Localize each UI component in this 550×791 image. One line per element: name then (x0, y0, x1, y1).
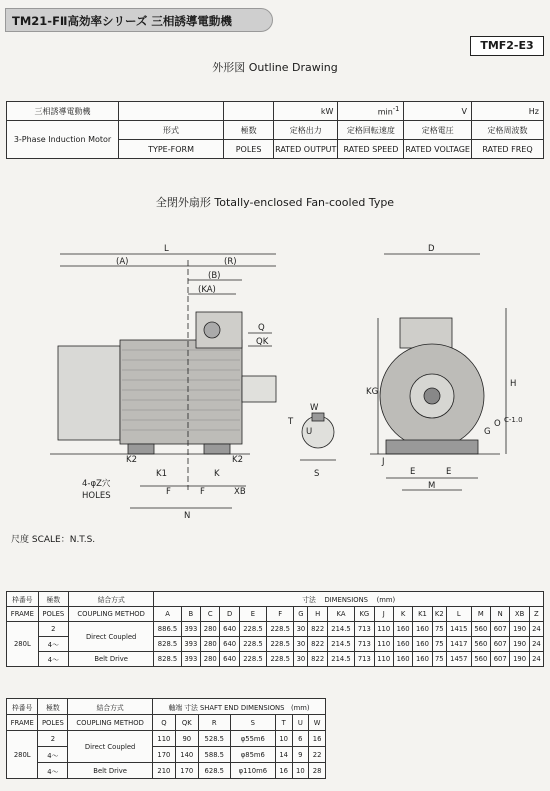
value-cell: 886.5 (154, 622, 181, 637)
dim-QK: QK (256, 337, 269, 347)
dim-W: W (310, 403, 319, 413)
col-QK: QK (175, 715, 198, 731)
value-cell: 160 (413, 622, 432, 637)
value-cell: φ85m6 (230, 747, 275, 763)
value-cell: 1415 (446, 622, 471, 637)
spec-blank-type (119, 102, 224, 121)
value-cell: 110 (374, 652, 393, 667)
dim-E-left: E (410, 467, 416, 477)
value-cell: 75 (432, 622, 446, 637)
table-row (7, 763, 326, 779)
col-N: N (491, 607, 510, 622)
shaft-table (6, 698, 326, 779)
value-cell: φ55m6 (230, 731, 275, 747)
value-cell: 228.5 (239, 652, 266, 667)
motor-name-ja: 三相誘導電動機 (7, 102, 119, 121)
label-speed-en: RATED SPEED (338, 140, 404, 159)
value-cell: 560 (471, 637, 490, 652)
coupling-cell: Direct Coupled (68, 622, 154, 652)
value-cell: 607 (491, 652, 510, 667)
value-cell: 9 (292, 747, 309, 763)
poles-cell: 2 (38, 731, 68, 747)
value-cell: 110 (374, 637, 393, 652)
unit-hz: Hz (472, 102, 544, 121)
col-F: F (267, 607, 294, 622)
value-cell: 170 (175, 763, 198, 779)
value-cell: 214.5 (327, 637, 354, 652)
value-cell: 110 (152, 731, 175, 747)
value-cell: 713 (355, 652, 374, 667)
value-cell: 214.5 (327, 622, 354, 637)
value-cell: 160 (393, 652, 412, 667)
col-XB: XB (510, 607, 529, 622)
value-cell: 640 (220, 637, 239, 652)
value-cell: 828.5 (154, 652, 181, 667)
label-voltage-ja: 定格電圧 (404, 121, 472, 140)
drawing-code: TMF2-E3 (470, 36, 544, 56)
value-cell: φ110m6 (230, 763, 275, 779)
dim-K2-right: K2 (232, 455, 243, 465)
dim-K: K (214, 469, 220, 479)
value-cell: 110 (374, 622, 393, 637)
dim-A: (A) (116, 257, 129, 267)
dim-M: M (428, 481, 436, 491)
frame-cell: 280L (7, 622, 39, 667)
value-cell: 190 (510, 637, 529, 652)
s-frame-en: FRAME (7, 715, 38, 731)
value-cell: 713 (355, 637, 374, 652)
fan-cover (58, 346, 120, 440)
label-output-ja: 定格出力 (274, 121, 338, 140)
dim-F-right: F (200, 487, 205, 497)
value-cell: 30 (294, 622, 308, 637)
value-cell: 640 (220, 652, 239, 667)
value-cell: 393 (181, 652, 200, 667)
holes-label-ja: 4-φZ穴 (82, 479, 111, 489)
value-cell: 30 (294, 637, 308, 652)
poles-cell: 4～ (38, 637, 68, 652)
value-cell: 75 (432, 637, 446, 652)
spec-table (6, 101, 544, 159)
dim-D: D (428, 244, 435, 254)
unit-kw: kW (274, 102, 338, 121)
col-Q: Q (152, 715, 175, 731)
value-cell: 160 (393, 637, 412, 652)
value-cell: 90 (175, 731, 198, 747)
poles-cell: 4～ (38, 747, 68, 763)
value-cell: 393 (181, 622, 200, 637)
value-cell: 160 (393, 622, 412, 637)
poles-cell: 4～ (38, 763, 68, 779)
h-dim: 寸法 DIMENSIONS (mm) (154, 592, 544, 607)
col-K: K (393, 607, 412, 622)
value-cell: 640 (220, 622, 239, 637)
unit-min: $\min^{-1}$ (338, 102, 404, 121)
h-poles-en: POLES (38, 607, 68, 622)
value-cell: 822 (308, 622, 327, 637)
value-cell: 24 (529, 652, 543, 667)
value-cell: 228.5 (267, 637, 294, 652)
col-K2: K2 (432, 607, 446, 622)
dim-O: O (494, 419, 501, 429)
label-freq-ja: 定格周波数 (472, 121, 544, 140)
value-cell: 22 (309, 747, 326, 763)
dim-S: S (314, 469, 320, 479)
col-Z: Z (529, 607, 543, 622)
col-KG: KG (355, 607, 374, 622)
value-cell: 214.5 (327, 652, 354, 667)
table-row (7, 731, 326, 747)
col-S: S (230, 715, 275, 731)
dim-G: G (484, 427, 491, 437)
value-cell: 393 (181, 637, 200, 652)
value-cell: 588.5 (198, 747, 230, 763)
dim-J: J (382, 457, 385, 467)
unit-v: V (404, 102, 472, 121)
value-cell: 228.5 (267, 622, 294, 637)
value-cell: 16 (309, 731, 326, 747)
motor-name-en: 3-Phase Induction Motor (7, 121, 119, 159)
label-voltage-en: RATED VOLTAGE (404, 140, 472, 159)
col-E: E (239, 607, 266, 622)
col-U: U (292, 715, 309, 731)
dimensions-table (6, 591, 544, 667)
label-speed-ja: 定格回転速度 (338, 121, 404, 140)
frame-cell: 280L (7, 731, 38, 779)
h-frame-ja: 枠番号 (7, 592, 39, 607)
value-cell: 190 (510, 652, 529, 667)
col-M: M (471, 607, 490, 622)
dim-U: U (306, 427, 313, 437)
scale-note: 尺度 SCALE：N.T.S. (11, 535, 96, 545)
value-cell: 170 (152, 747, 175, 763)
motor-body (120, 340, 242, 444)
col-W: W (309, 715, 326, 731)
col-R: R (198, 715, 230, 731)
coupling-cell: Belt Drive (68, 763, 153, 779)
dim-R: (R) (224, 257, 237, 267)
value-cell: 607 (491, 622, 510, 637)
label-type-ja: 形式 (119, 121, 224, 140)
value-cell: 30 (294, 652, 308, 667)
outline-drawing (0, 200, 550, 530)
drawing-title: 外形図 Outline Drawing (212, 61, 338, 74)
col-J: J (374, 607, 393, 622)
col-A: A (154, 607, 181, 622)
col-KA: KA (327, 607, 354, 622)
value-cell: 828.5 (154, 637, 181, 652)
dim-XB: XB (234, 487, 246, 497)
value-cell: 822 (308, 652, 327, 667)
h-frame-en: FRAME (7, 607, 39, 622)
col-C: C (201, 607, 220, 622)
s-coup-en: COUPLING METHOD (68, 715, 153, 731)
col-D: D (220, 607, 239, 622)
label-poles-ja: 極数 (224, 121, 274, 140)
h-coup-ja: 結合方式 (68, 592, 154, 607)
dim-K2-left: K2 (126, 455, 137, 465)
value-cell: 228.5 (239, 622, 266, 637)
value-cell: 228.5 (239, 637, 266, 652)
value-cell: 140 (175, 747, 198, 763)
s-title: 軸端 寸法 SHAFT END DIMENSIONS (mm) (152, 699, 325, 715)
poles-cell: 4～ (38, 652, 68, 667)
value-cell: 6 (292, 731, 309, 747)
dim-B: (B) (208, 271, 221, 281)
dim-N: N (184, 511, 191, 521)
table-row (7, 622, 544, 637)
front-terminal-box (400, 318, 452, 348)
s-poles-ja: 極数 (38, 699, 68, 715)
coupling-cell: Belt Drive (68, 652, 154, 667)
value-cell: 14 (275, 747, 292, 763)
col-T: T (275, 715, 292, 731)
value-cell: 280 (201, 622, 220, 637)
dim-L: L (164, 244, 169, 254)
s-coup-ja: 結合方式 (68, 699, 153, 715)
dim-F-left: F (166, 487, 171, 497)
value-cell: 713 (355, 622, 374, 637)
label-type-en: TYPE-FORM (119, 140, 224, 159)
shaft (242, 376, 276, 402)
series-banner: TM21-FⅡ高効率シリーズ 三相誘導電動機 (5, 8, 273, 32)
value-cell: 1457 (446, 652, 471, 667)
col-L: L (446, 607, 471, 622)
s-frame-ja: 枠番号 (7, 699, 38, 715)
value-cell: 607 (491, 637, 510, 652)
table-row (7, 652, 544, 667)
col-B: B (181, 607, 200, 622)
col-H: H (308, 607, 327, 622)
value-cell: 560 (471, 622, 490, 637)
dim-K1: K1 (156, 469, 167, 479)
holes-label-en: HOLES (82, 491, 111, 501)
value-cell: 10 (292, 763, 309, 779)
value-cell: 160 (413, 652, 432, 667)
value-cell: 280 (201, 652, 220, 667)
h-coup-en: COUPLING METHOD (68, 607, 154, 622)
label-poles-en: POLES (224, 140, 274, 159)
value-cell: 560 (471, 652, 490, 667)
coupling-cell: Direct Coupled (68, 731, 153, 763)
value-cell: 628.5 (198, 763, 230, 779)
drawing-subtitle: 全閉外扇形 Totally-enclosed Fan-cooled Type (155, 196, 395, 209)
dim-KG: KG (366, 387, 379, 397)
value-cell: 75 (432, 652, 446, 667)
col-K1: K1 (413, 607, 432, 622)
s-poles-en: POLES (38, 715, 68, 731)
col-G: G (294, 607, 308, 622)
value-cell: 16 (275, 763, 292, 779)
table-row (7, 747, 326, 763)
value-cell: 28 (309, 763, 326, 779)
dim-E-right: E (446, 467, 452, 477)
value-cell: 210 (152, 763, 175, 779)
value-cell: 24 (529, 622, 543, 637)
value-cell: 228.5 (267, 652, 294, 667)
value-cell: 190 (510, 622, 529, 637)
spec-blank-poles (224, 102, 274, 121)
value-cell: 822 (308, 637, 327, 652)
h-poles-ja: 極数 (38, 592, 68, 607)
dim-H: H (510, 379, 517, 389)
label-output-en: RATED OUTPUT (274, 140, 338, 159)
label-freq-en: RATED FREQ (472, 140, 544, 159)
dim-KA: (KA) (198, 285, 216, 295)
value-cell: 528.5 (198, 731, 230, 747)
dim-Q: Q (258, 323, 265, 333)
value-cell: 24 (529, 637, 543, 652)
dim-C: C-1.0 (504, 416, 523, 424)
dim-T: T (288, 417, 294, 427)
value-cell: 160 (413, 637, 432, 652)
poles-cell: 2 (38, 622, 68, 637)
value-cell: 10 (275, 731, 292, 747)
value-cell: 1417 (446, 637, 471, 652)
value-cell: 280 (201, 637, 220, 652)
